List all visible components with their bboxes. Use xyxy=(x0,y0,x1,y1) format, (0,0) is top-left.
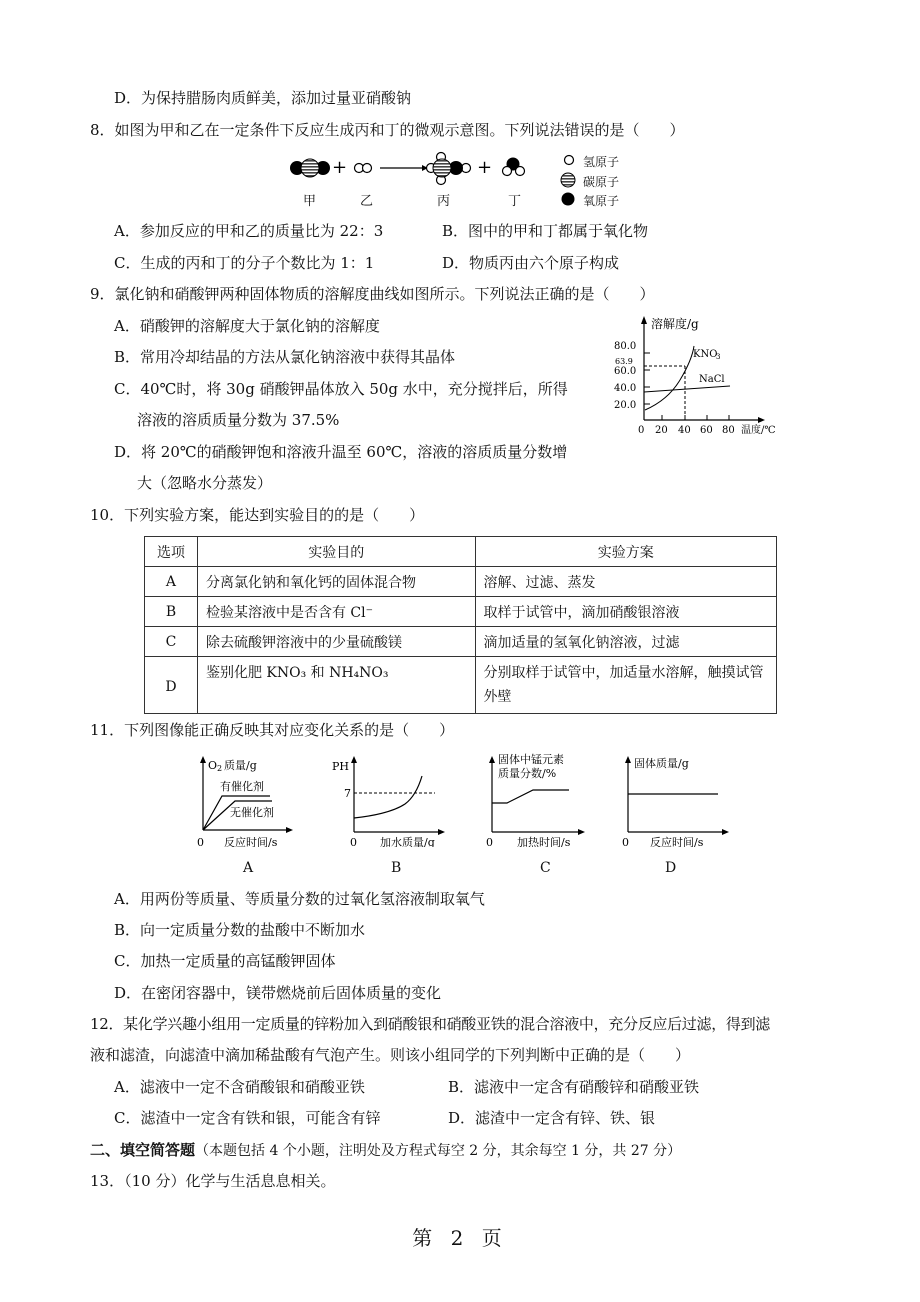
graph-d-caption: D xyxy=(665,860,677,876)
page-number: 第 2 页 xyxy=(412,1226,508,1250)
svg-text:80: 80 xyxy=(722,425,735,436)
graph-d xyxy=(612,752,747,847)
svg-text:O: O xyxy=(208,759,218,772)
molecule-bing-icon xyxy=(427,153,471,185)
svg-text:2: 2 xyxy=(217,764,223,773)
q9-option-d-cont: 大（忽略水分蒸发） xyxy=(137,474,273,492)
q8-stem: 8．如图为甲和乙在一定条件下反应生成丙和丁的微观示意图。下列说法错误的是（ ） xyxy=(90,121,685,139)
svg-text:3: 3 xyxy=(716,353,721,361)
q8-option-b: B．图中的甲和丁都属于氧化物 xyxy=(442,222,649,240)
q12-stem-line1: 12．某化学兴趣小组用一定质量的锌粉加入到硝酸银和硝酸亚铁的混合溶液中，充分反应后过滤，得到滤 xyxy=(90,1015,770,1033)
q9-stem: 9．氯化钠和硝酸钾两种固体物质的溶解度曲线如图所示。下列说法正确的是（ ） xyxy=(90,285,655,303)
table-cell-option: B xyxy=(145,597,198,627)
solubility-chart xyxy=(600,312,800,440)
table-cell-purpose: 除去硫酸钾溶液中的少量硫酸镁 xyxy=(197,627,475,657)
q11-option-d: D．在密闭容器中，镁带燃烧前后固体质量的变化 xyxy=(114,984,442,1002)
q12-option-c: C．滤渣中一定含有铁和银，可能含有锌 xyxy=(114,1109,381,1127)
hydrogen-atom-icon xyxy=(565,156,574,165)
section2-heading xyxy=(90,1140,681,1161)
table-cell-purpose: 检验某溶液中是否含有 Cl⁻ xyxy=(197,597,475,627)
q11-stem: 11．下列图像能正确反映其对应变化关系的是（ ） xyxy=(90,721,455,739)
table-cell-scheme: 取样于试管中，滴加硝酸银溶液 xyxy=(475,597,776,627)
table-row xyxy=(145,597,777,627)
svg-text:40.0: 40.0 xyxy=(614,383,637,394)
label-yi: 乙 xyxy=(360,194,374,209)
label-bing: 丙 xyxy=(437,194,451,209)
q9-option-d: D．将 20℃的硝酸钾饱和溶液升温至 60℃，溶液的溶质质量分数增 xyxy=(114,443,568,461)
q11-option-a: A．用两份等质量、等质量分数的过氧化氢溶液制取氧气 xyxy=(114,890,485,908)
svg-text:无催化剂: 无催化剂 xyxy=(230,806,274,819)
svg-text:63.9: 63.9 xyxy=(615,357,633,366)
q8-option-c: C．生成的丙和丁的分子个数比为 1：1 xyxy=(114,254,375,272)
svg-text:加水质量/g: 加水质量/g xyxy=(380,836,435,847)
q11-option-b: B．向一定质量分数的盐酸中不断加水 xyxy=(114,921,366,939)
svg-text:60: 60 xyxy=(700,425,713,436)
label-ding: 丁 xyxy=(508,194,522,209)
molecule-yi-icon xyxy=(355,164,372,173)
molecule-jia-icon xyxy=(290,159,330,177)
carbon-atom-icon xyxy=(561,173,575,187)
svg-text:质量/g: 质量/g xyxy=(224,759,257,772)
legend-carbon-label: 碳原子 xyxy=(583,175,620,189)
svg-text:溶解度/g: 溶解度/g xyxy=(651,317,699,331)
q10-stem: 10．下列实验方案，能达到实验目的的是（ ） xyxy=(90,506,425,524)
q9-option-c-cont: 溶液的溶质质量分数为 37.5% xyxy=(137,411,340,429)
table-cell-option: C xyxy=(145,627,198,657)
q12-option-d: D．滤渣中一定含有锌、铁、银 xyxy=(448,1109,656,1127)
table-cell-option: D xyxy=(145,657,198,714)
svg-text:加热时间/s: 加热时间/s xyxy=(517,836,571,847)
legend-oxygen-label: 氧原子 xyxy=(583,194,620,208)
table-row xyxy=(145,627,777,657)
q9-option-c: C．40℃时，将 30g 硝酸钾晶体放入 50g 水中，充分搅拌后，所得 xyxy=(114,380,568,398)
svg-text:固体中锰元素: 固体中锰元素 xyxy=(498,753,564,766)
svg-text:20: 20 xyxy=(655,425,668,436)
graph-b-caption: B xyxy=(391,860,402,876)
legend-hydrogen-label: 氢原子 xyxy=(583,155,620,169)
svg-text:0: 0 xyxy=(486,836,493,847)
q9-option-b: B．常用冷却结晶的方法从氯化钠溶液中获得其晶体 xyxy=(114,348,456,366)
q12-option-a: A．滤液中一定不含硝酸银和硝酸亚铁 xyxy=(114,1078,365,1096)
q8-option-a: A．参加反应的甲和乙的质量比为 22：3 xyxy=(114,222,384,240)
section2-title: 二、填空简答题 xyxy=(90,1141,196,1159)
table-header-purpose: 实验目的 xyxy=(197,537,475,567)
svg-text:KNO: KNO xyxy=(693,349,718,360)
svg-text:有催化剂: 有催化剂 xyxy=(220,780,264,793)
table-cell-purpose: 鉴别化肥 KNO₃ 和 NH₄NO₃ xyxy=(197,657,475,714)
svg-text:0: 0 xyxy=(622,836,629,847)
table-cell-scheme: 溶解、过滤、蒸发 xyxy=(475,567,776,597)
svg-text:反应时间/s: 反应时间/s xyxy=(650,836,704,847)
table-row xyxy=(145,567,777,597)
svg-text:+: + xyxy=(477,157,493,178)
graph-c xyxy=(475,752,595,847)
table-cell-option: A xyxy=(145,567,198,597)
table-header-option: 选项 xyxy=(145,537,198,567)
svg-text:NaCl: NaCl xyxy=(699,374,725,385)
svg-text:60.0: 60.0 xyxy=(614,366,637,377)
svg-text:+: + xyxy=(332,157,348,178)
svg-text:20.0: 20.0 xyxy=(614,400,637,411)
svg-text:固体质量/g: 固体质量/g xyxy=(634,757,689,770)
q9-option-a: A．硝酸钾的溶解度大于氯化钠的溶解度 xyxy=(114,317,380,335)
table-cell-scheme: 分别取样于试管中，加适量水溶解，触摸试管外壁 xyxy=(475,657,776,714)
q7-option-d: D．为保持腊肠肉质鲜美，添加过量亚硝酸钠 xyxy=(114,89,412,107)
svg-text:质量分数/%: 质量分数/% xyxy=(498,767,557,780)
svg-text:7: 7 xyxy=(344,787,351,800)
table-header-scheme: 实验方案 xyxy=(475,537,776,567)
svg-text:80.0: 80.0 xyxy=(614,341,637,352)
molecule-ding-icon xyxy=(503,158,525,176)
svg-text:0: 0 xyxy=(638,425,645,436)
label-jia: 甲 xyxy=(303,194,317,209)
table-row xyxy=(145,657,777,714)
q11-option-c: C．加热一定质量的高锰酸钾固体 xyxy=(114,952,336,970)
graph-a xyxy=(180,752,310,847)
q10-experiment-table xyxy=(144,536,777,714)
q8-option-d: D．物质丙由六个原子构成 xyxy=(442,254,620,272)
q12-option-b: B．滤液中一定含有硝酸锌和硝酸亚铁 xyxy=(448,1078,700,1096)
svg-text:0: 0 xyxy=(197,836,204,847)
table-cell-purpose: 分离氯化钠和氧化钙的固体混合物 xyxy=(197,567,475,597)
section2-note: （本题包括 4 个小题，注明处及方程式每空 2 分，其余每空 1 分，共 27 分） xyxy=(195,1143,682,1159)
svg-text:40: 40 xyxy=(678,425,691,436)
svg-text:反应时间/s: 反应时间/s xyxy=(224,836,278,847)
graph-b xyxy=(330,752,465,847)
graph-a-caption: A xyxy=(243,860,254,876)
svg-text:0: 0 xyxy=(350,836,357,847)
svg-text:温度/℃: 温度/℃ xyxy=(741,425,776,436)
graph-c-caption: C xyxy=(540,860,551,876)
q13-stem: 13．（10 分）化学与生活息息相关。 xyxy=(90,1172,336,1190)
oxygen-atom-icon xyxy=(562,193,575,206)
svg-text:PH: PH xyxy=(332,760,349,773)
table-cell-scheme: 滴加适量的氢氧化钠溶液，过滤 xyxy=(475,627,776,657)
q12-stem-line2: 液和滤渣，向滤渣中滴加稀盐酸有气泡产生。则该小组同学的下列判断中正确的是（ ） xyxy=(90,1046,691,1064)
